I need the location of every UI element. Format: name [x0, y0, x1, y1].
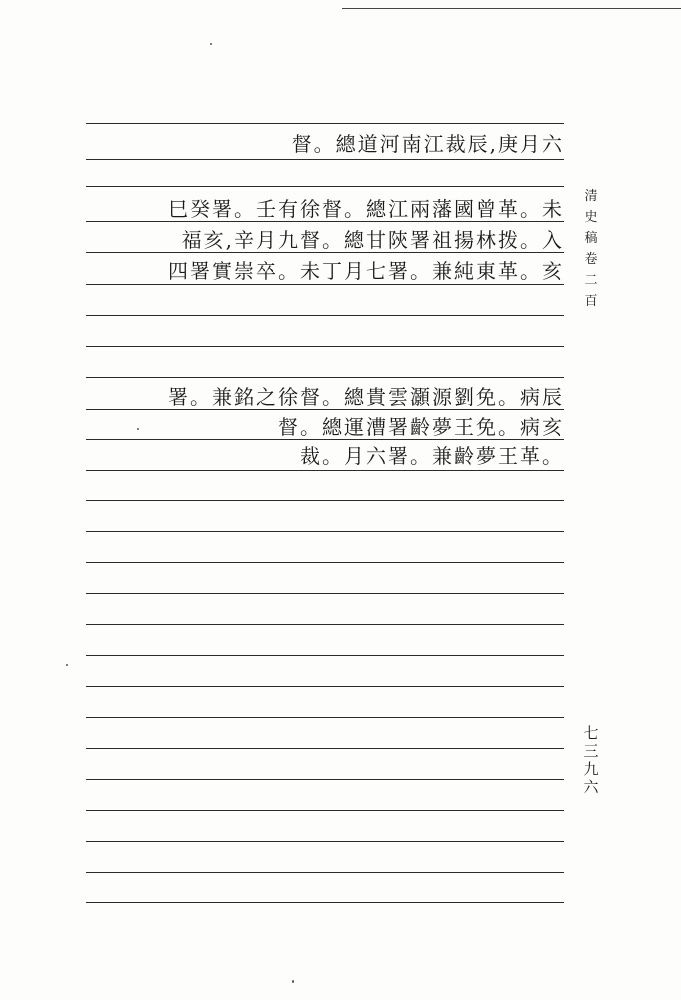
page-number: 七 三 九 六 — [583, 724, 599, 796]
row-line — [86, 841, 564, 842]
row-line — [86, 284, 564, 285]
text-row-6: 督。總運漕署齡夢王免。病亥 — [278, 415, 564, 439]
row-line — [86, 531, 564, 532]
row-line — [86, 655, 564, 656]
row-line — [86, 470, 564, 471]
row-line — [86, 377, 564, 378]
row-line — [86, 717, 564, 718]
text-row-2: 巳癸署。壬有徐督。總江兩藩國曾革。未 — [168, 197, 564, 221]
row-line — [86, 500, 564, 501]
row-line — [86, 346, 564, 347]
row-line — [86, 779, 564, 780]
row-line — [86, 562, 564, 563]
row-line — [86, 872, 564, 873]
row-line — [86, 123, 564, 124]
row-line — [86, 252, 564, 253]
row-line — [86, 902, 564, 903]
row-line — [86, 686, 564, 687]
row-line — [86, 159, 564, 160]
text-row-4: 四署實崇卒。未丁月七署。兼純東革。亥 — [168, 259, 564, 283]
spine-title: 清 史 稿 卷 二 百 — [584, 189, 598, 309]
row-line — [86, 315, 564, 316]
row-line — [86, 624, 564, 625]
row-line — [86, 221, 564, 222]
row-line — [86, 186, 564, 187]
scan-speck — [137, 428, 139, 430]
text-row-3: 福亥,辛月九督。總甘陝署祖揚林拨。入 — [181, 228, 564, 252]
row-line — [86, 409, 564, 410]
scan-speck — [292, 980, 294, 983]
scan-speck — [66, 664, 68, 666]
text-row-1: 督。總道河南江裁辰,庚月六 — [291, 132, 564, 156]
row-line — [86, 748, 564, 749]
text-row-7: 裁。月六署。兼齡夢王革。 — [300, 444, 564, 468]
row-line — [86, 593, 564, 594]
top-border-line — [342, 8, 681, 9]
text-row-5: 署。兼銘之徐督。總貴雲灝源劉免。病辰 — [168, 385, 564, 409]
scan-speck — [210, 43, 212, 45]
row-line — [86, 439, 564, 440]
row-line — [86, 810, 564, 811]
